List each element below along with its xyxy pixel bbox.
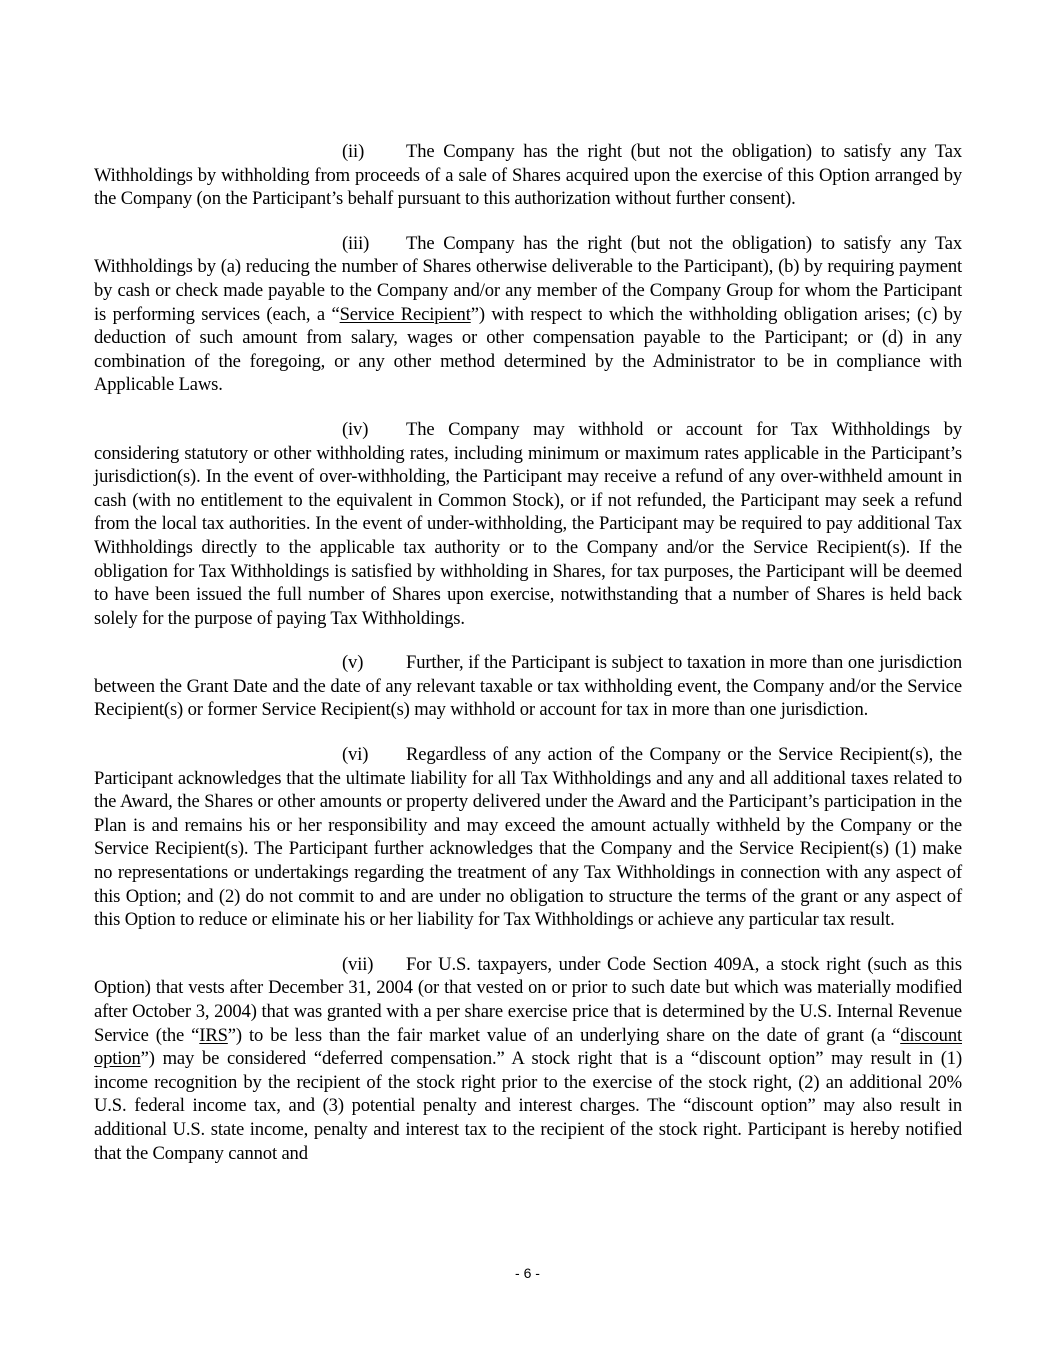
paragraph-v <box>94 651 962 722</box>
paragraph-ii <box>94 140 962 211</box>
paragraph-text: Regardless of any action of the Company or the Service Recipient(s), the Participant acknowledges that the ultimate liability for all Tax Withholdings and any and all additional taxes related to the Award, the Shares or other amounts or property delivered under the Award and the Participant’s participation in the Plan is and remains his or her responsibility and may exceed the amount actually withheld by the Company or the Service Recipient(s). The Participant further acknowledges that the Company and the Service Recipient(s) (1) make no representations or undertakings regarding the treatment of any Tax Withholdings in connection with any aspect of this Option; and (2) do not commit to and are under no obligation to structure the terms of the grant or any aspect of this Option to reduce or eliminate his or her liability for Tax Withholdings or achieve any particular tax result. <box>94 744 962 931</box>
paragraph-text: Further, if the Participant is subject to taxation in more than one jurisdiction between the Grant Date and the date of any relevant taxable or tax withholding event, the Company and/or the Service Recipient(s) or former Service Recipient(s) may withhold or account for tax in more than one jurisdiction. <box>94 652 962 721</box>
paragraph-text: For U.S. taxpayers, under Code Section 409A, a stock right (such as this Option) that vests after December 31, 2004 (or that vested on or prior to such date but which was materially modified after October 3, 2004) that was granted with a per share exercise price that is determined by the U.S. Internal Revenue Service (the “ <box>94 953 962 1046</box>
paragraph-number: (vi) <box>342 744 369 766</box>
defined-term-discount-option: discount option <box>94 1024 962 1070</box>
paragraph-iii <box>94 232 962 397</box>
paragraph-text: ”) with respect to which the withholding obligation arises; (c) by deduction of such amount from salary, wages or other compensation payable to the Participant; or (d) in any combination of the foregoing, or any other method determined by the Administrator to be in compliance with Applicable Laws. <box>94 303 963 396</box>
defined-term-irs: IRS <box>199 1024 228 1046</box>
paragraph-text: The Company may withhold or account for Tax Withholdings by considering statutory or other withholding rates, including minimum or maximum rates applicable in the Participant’s jurisdiction(s). In the event of over-withholding, the Participant may receive a refund of any over-withheld amount in cash (with no entitlement to the equivalent in Common Stock), or if not refunded, the Participant may seek a refund from the local tax authorities. In the event of under-withholding, the Participant may be required to pay additional Tax Withholdings directly to the applicable tax authority or to the Company and/or the Service Recipient(s). If the obligation for Tax Withholdings is satisfied by withholding in Shares, for tax purposes, the Participant will be deemed to have been issued the full number of Shares upon exercise, notwithstanding that a number of Shares is held back solely for the purpose of paying Tax Withholdings. <box>94 418 962 629</box>
paragraph-vi <box>94 743 962 932</box>
paragraph-number: (iii) <box>342 232 370 254</box>
paragraph-number: (iv) <box>342 418 369 440</box>
page-number-footer: - 6 - <box>515 1265 540 1281</box>
paragraph-text: ”) to be less than the fair market value of an underlying share on the date of grant (a “ <box>227 1024 901 1046</box>
paragraph-number: (ii) <box>342 141 365 162</box>
paragraph-text: The Company has the right (but not the obligation) to satisfy any Tax Withholdings by (a) reducing the number of Shares otherwise deliverable to the Participant), (b) by requiring payment by cash or check made payable to the Company and/or any member of the Company Group for whom the Participant is performing services (each, a “ <box>94 232 962 325</box>
defined-term-service-recipient: Service Recipient <box>339 303 471 325</box>
paragraph-vii <box>94 953 962 1165</box>
paragraph-number: (vii) <box>342 953 374 975</box>
paragraph-text: ”) may be considered “deferred compensation.” A stock right that is a “discount option” may result in (1) income recognition by the recipient of the stock right prior to the exercise of the stock right, (2) an additional 20% U.S. federal income tax, and (3) potential penalty and interest charges. The “discount option” may also result in additional U.S. state income, penalty and interest tax to the recipient of the stock right. Participant is hereby notified that the Company cannot and <box>94 1048 962 1164</box>
document-page <box>94 140 962 1186</box>
paragraph-iv <box>94 418 962 630</box>
paragraph-number: (v) <box>342 652 364 674</box>
paragraph-text: The Company has the right (but not the obligation) to satisfy any Tax Withholdings by withholding from proceeds of a sale of Shares acquired upon the exercise of this Option arranged by the Company (on the Participant’s behalf pursuant to this authorization without further consent). <box>94 141 962 210</box>
